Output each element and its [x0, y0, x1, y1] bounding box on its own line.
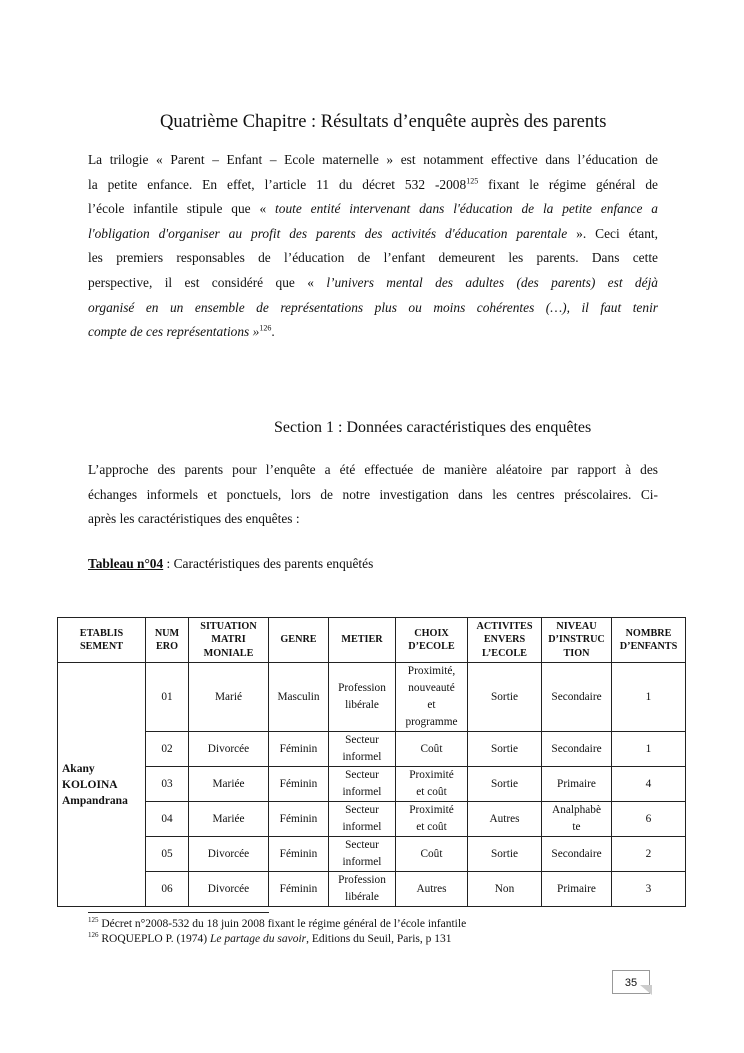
cell-situation: Marié: [189, 663, 269, 732]
cell-numero: 04: [146, 802, 189, 837]
approach-paragraph: [88, 458, 658, 532]
page-number: 35: [612, 970, 650, 994]
table-header-row: [58, 618, 686, 663]
cell-genre: Féminin: [269, 767, 329, 802]
table-row: [58, 872, 686, 907]
cell-activites: Sortie: [468, 663, 542, 732]
intro-line: l’école infantile stipule que « toute entité intervenant dans l'éducation de la petite enfance a: [88, 201, 658, 217]
cell-genre: Masculin: [269, 663, 329, 732]
cell-nombre: 1: [612, 663, 686, 732]
intro-line: l'obligation d'organiser au profit des parents des activités d'éducation parentale ». Ceci étant,: [88, 225, 658, 241]
header-situation: SITUATION MATRI MONIALE: [189, 618, 269, 663]
intro-line: organisé en un ensemble de représentations plus ou moins cohérentes (…), il faut tenir: [88, 299, 658, 315]
cell-nombre: 1: [612, 732, 686, 767]
table-row: [58, 767, 686, 802]
cell-nombre: 6: [612, 802, 686, 837]
cell-nombre: 3: [612, 872, 686, 907]
intro-line: la petite enfance. En effet, l’article 11 du décret 532 -2008$^{125}$ fixant le régime général de: [88, 176, 658, 192]
cell-choix: Autres: [396, 872, 468, 907]
table-row: [58, 802, 686, 837]
cell-niveau: Secondaire: [542, 663, 612, 732]
cell-activites: Sortie: [468, 732, 542, 767]
cell-metier: Secteur informel: [329, 732, 396, 767]
header-etablissement: ETABLIS SEMENT: [58, 618, 146, 663]
cell-choix: Proximité et coût: [396, 802, 468, 837]
approach-line: après les caractéristiques des enquêtes :: [88, 511, 300, 527]
cell-metier: Secteur informel: [329, 802, 396, 837]
footnote-126: $^{126}$ ROQUEPLO P. (1974) Le partage du savoir, Editions du Seuil, Paris, p 131: [88, 931, 452, 945]
cell-nombre: 2: [612, 837, 686, 872]
cell-metier: Profession libérale: [329, 663, 396, 732]
cell-niveau: Primaire: [542, 872, 612, 907]
cell-choix: Coût: [396, 837, 468, 872]
cell-niveau: Primaire: [542, 767, 612, 802]
cell-nombre: 4: [612, 767, 686, 802]
cell-genre: Féminin: [269, 872, 329, 907]
header-genre: GENRE: [269, 618, 329, 663]
cell-metier: Secteur informel: [329, 767, 396, 802]
cell-genre: Féminin: [269, 732, 329, 767]
intro-line: perspective, il est considéré que « l’univers mental des adultes (des parents) est déjà: [88, 274, 658, 290]
footnote-ref: 126: [259, 323, 272, 333]
section-title: Section 1 : Données caractéristiques des enquêtes: [274, 419, 592, 436]
table-row: [58, 837, 686, 872]
page-fold-icon: [640, 985, 652, 995]
cell-numero: 03: [146, 767, 189, 802]
intro-line: compte de ces représentations »$^{126}$.: [88, 323, 275, 340]
cell-choix: Coût: [396, 732, 468, 767]
cell-activites: Autres: [468, 802, 542, 837]
approach-line: échanges informels et ponctuels, lors de notre investigation dans les centres préscolaires. Ci-: [88, 486, 658, 502]
footnote-125: $^{125}$ Décret n°2008-532 du 18 juin 2008 fixant le régime général de l’école infantile: [88, 916, 467, 930]
cell-activites: Sortie: [468, 767, 542, 802]
table-row: [58, 732, 686, 767]
header-activites: ACTIVITES ENVERS L’ECOLE: [468, 618, 542, 663]
cell-choix: Proximité, nouveauté et programme: [396, 663, 468, 732]
cell-situation: Mariée: [189, 802, 269, 837]
cell-activites: Non: [468, 872, 542, 907]
chapter-title: Quatrième Chapitre : Résultats d’enquête auprès des parents: [160, 112, 607, 132]
table-caption-label: Tableau n°04: [88, 556, 164, 571]
footnote-separator: [88, 912, 269, 913]
approach-line: L’approche des parents pour l’enquête a été effectuée de manière aléatoire par rapport à des: [88, 462, 658, 477]
cell-situation: Divorcée: [189, 732, 269, 767]
cell-numero: 06: [146, 872, 189, 907]
cell-numero: 01: [146, 663, 189, 732]
cell-niveau: Secondaire: [542, 732, 612, 767]
cell-activites: Sortie: [468, 837, 542, 872]
cell-metier: Secteur informel: [329, 837, 396, 872]
cell-metier: Profession libérale: [329, 872, 396, 907]
cell-situation: Mariée: [189, 767, 269, 802]
cell-niveau: Secondaire: [542, 837, 612, 872]
header-choix: CHOIX D’ECOLE: [396, 618, 468, 663]
intro-line: les premiers responsables de l’éducation de l’enfant demeurent les parents. Dans cette: [88, 250, 658, 266]
header-metier: METIER: [329, 618, 396, 663]
cell-numero: 05: [146, 837, 189, 872]
table-caption: [88, 556, 373, 572]
parents-table: [57, 617, 686, 907]
header-numero: NUM ERO: [146, 618, 189, 663]
cell-situation: Divorcée: [189, 837, 269, 872]
table-row: [58, 663, 686, 732]
cell-niveau: Analphabè te: [542, 802, 612, 837]
table-caption-text: : Caractéristiques des parents enquêtés: [163, 556, 374, 571]
cell-situation: Divorcée: [189, 872, 269, 907]
intro-paragraph: [88, 148, 658, 345]
intro-line: La trilogie « Parent – Enfant – Ecole maternelle » est notamment effective dans l’éducation de: [88, 152, 658, 167]
establishment-cell: Akany KOLOINA Ampandrana: [58, 663, 146, 907]
cell-genre: Féminin: [269, 802, 329, 837]
header-nombre: NOMBRE D’ENFANTS: [612, 618, 686, 663]
footnote-ref: 125: [466, 176, 479, 186]
header-niveau: NIVEAU D’INSTRUC TION: [542, 618, 612, 663]
cell-numero: 02: [146, 732, 189, 767]
cell-genre: Féminin: [269, 837, 329, 872]
cell-choix: Proximité et coût: [396, 767, 468, 802]
